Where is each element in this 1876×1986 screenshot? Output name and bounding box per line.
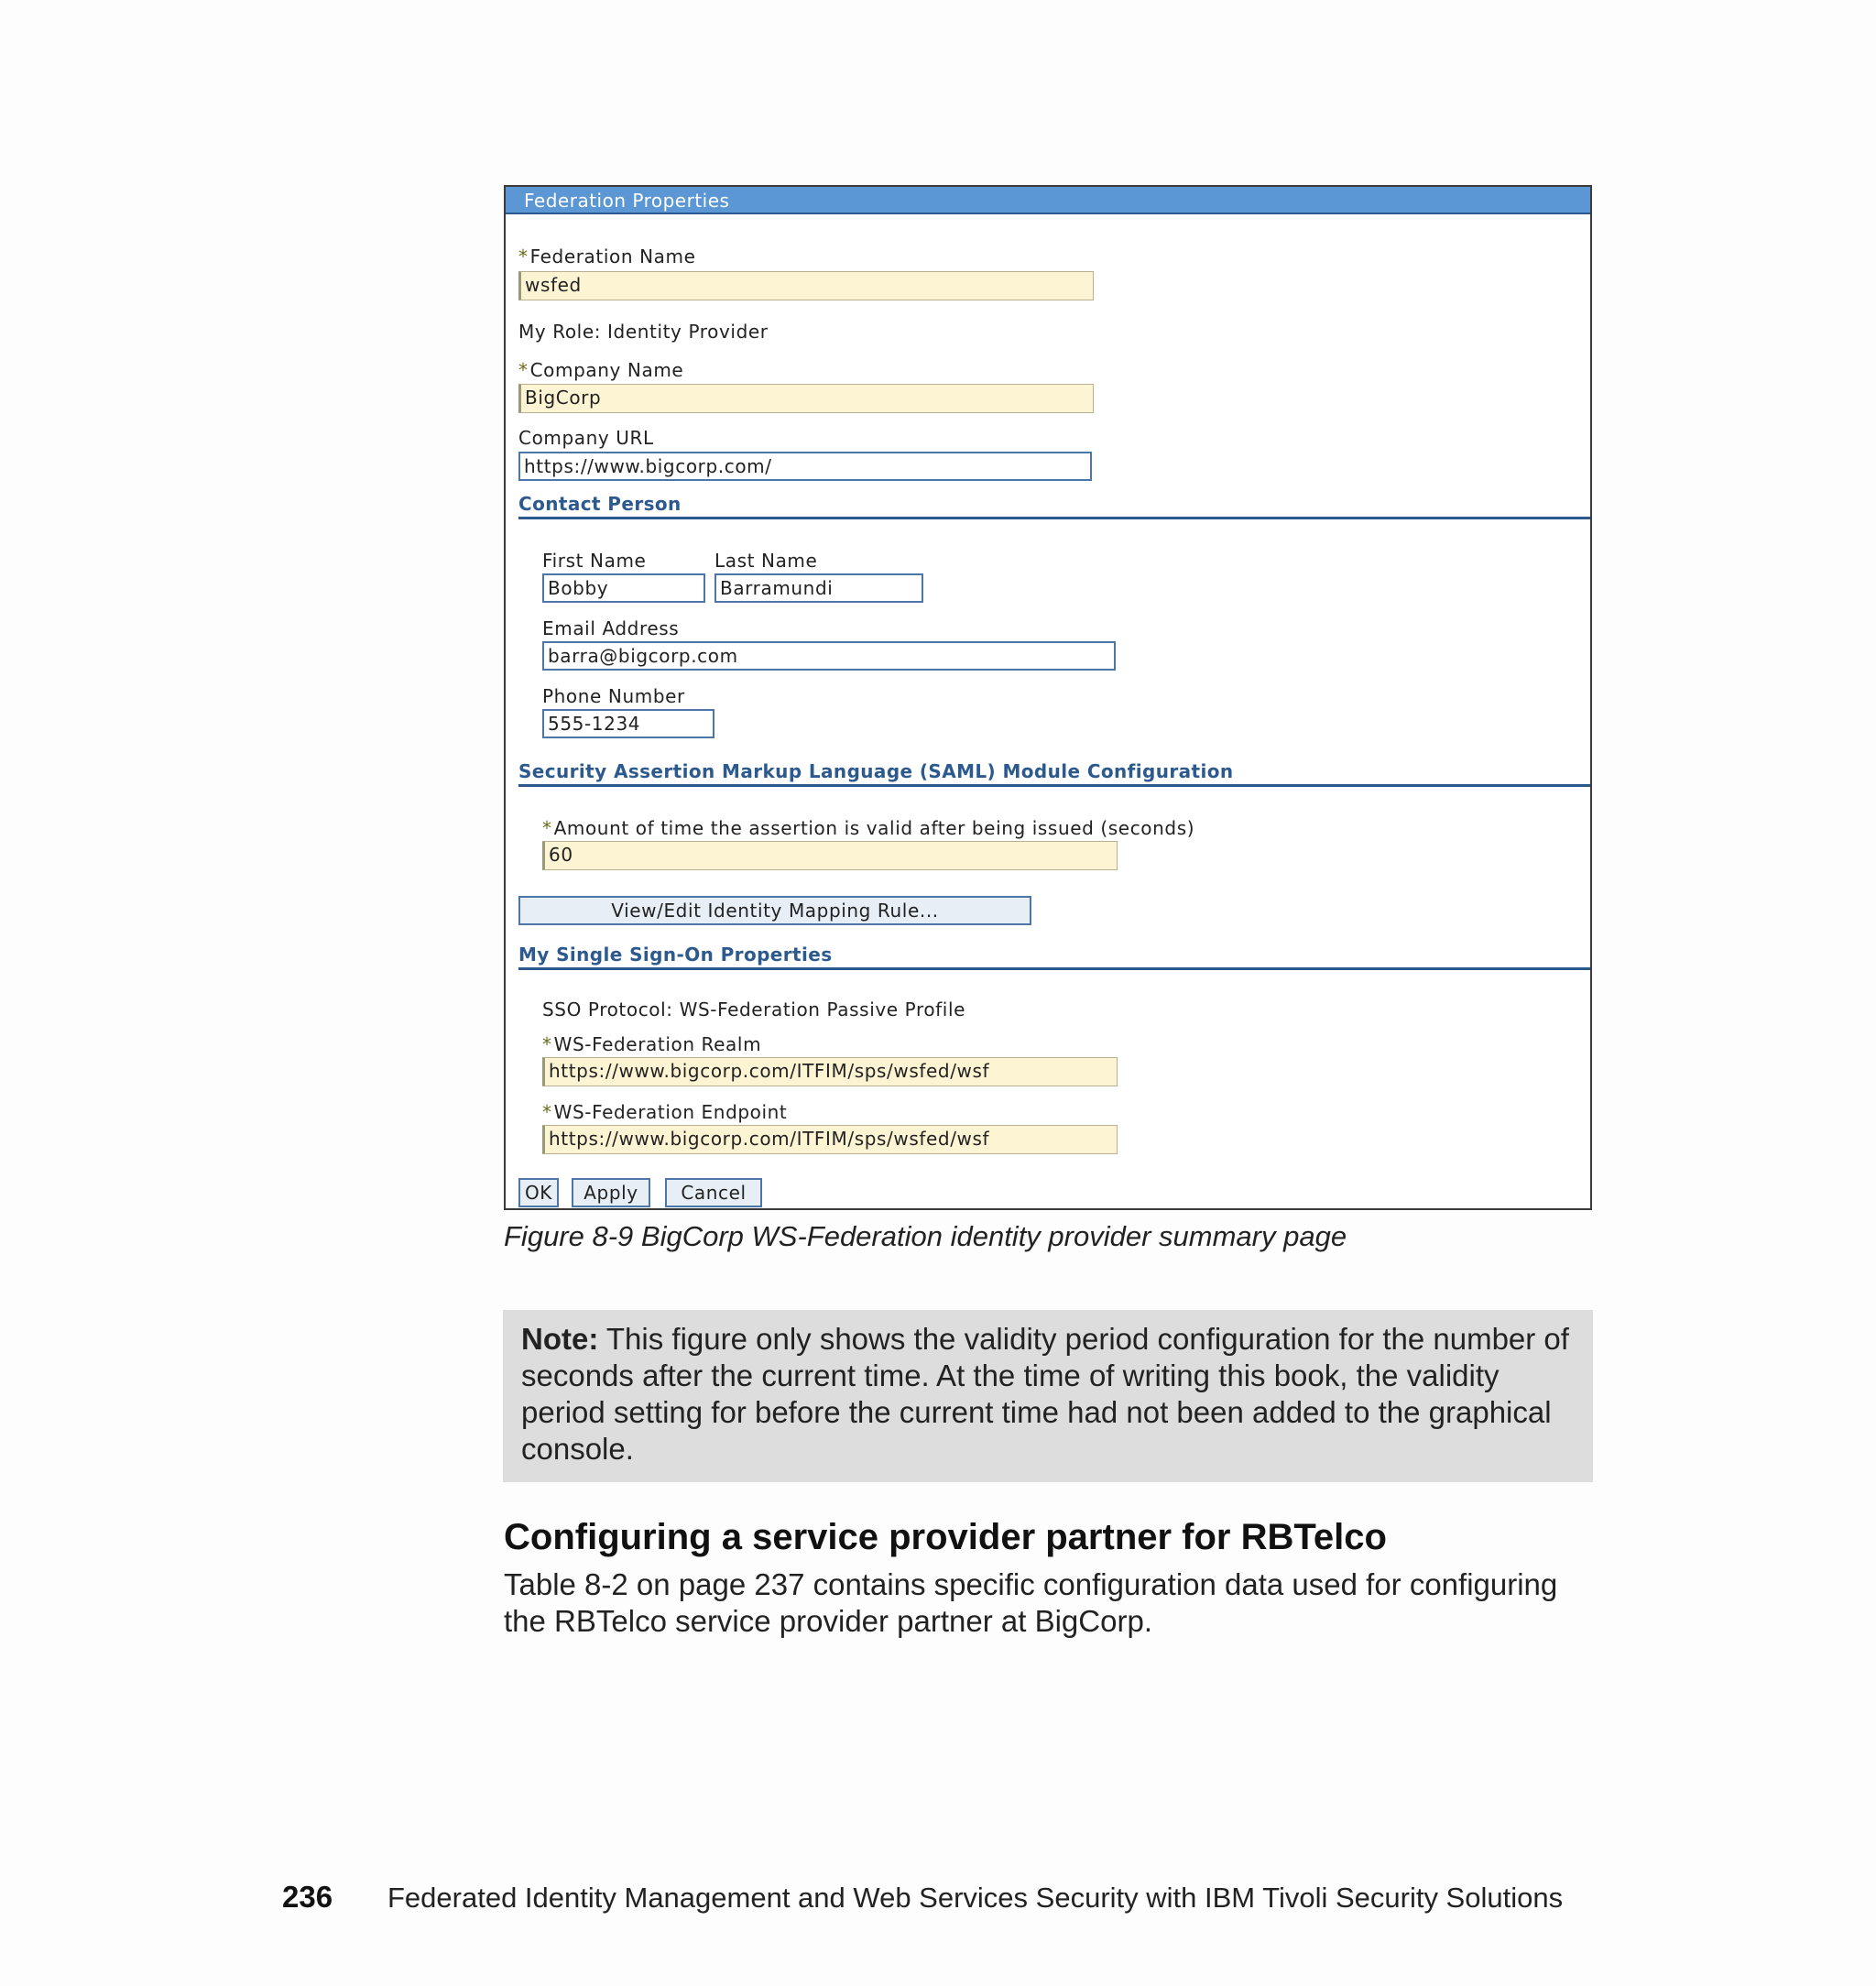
body-paragraph: Table 8-2 on page 237 contains specific configuration data used for configuring the RBTelco service provider partner at BigCorp. <box>504 1567 1558 1638</box>
required-marker-icon: * <box>542 1033 552 1055</box>
phone-input[interactable]: 555-1234 <box>542 709 714 738</box>
contact-person-section: Contact Person <box>518 495 1590 519</box>
saml-section: Security Assertion Markup Language (SAML) Module Configuration <box>518 762 1590 787</box>
assertion-validity-label: * Amount of time the assertion is valid after being issued (seconds) <box>542 817 1195 839</box>
first-name-input[interactable]: Bobby <box>542 573 705 603</box>
email-input[interactable]: barra@bigcorp.com <box>542 641 1116 671</box>
company-name-label: * Company Name <box>518 359 684 381</box>
note-text: This figure only shows the validity period configuration for the number of seconds after the current time. At the time of writing this book, the validity period setting for before the current time had not been added to the graphical console. <box>521 1322 1569 1466</box>
federation-name-label: * Federation Name <box>518 246 696 267</box>
apply-button[interactable]: Apply <box>572 1178 650 1207</box>
first-name-label: First Name <box>542 550 647 572</box>
required-marker-icon: * <box>518 359 529 381</box>
cancel-button[interactable]: Cancel <box>665 1178 762 1207</box>
federation-name-input[interactable]: wsfed <box>518 271 1094 300</box>
last-name-label: Last Name <box>714 550 818 572</box>
assertion-validity-input[interactable]: 60 <box>542 841 1118 870</box>
view-edit-mapping-rule-button[interactable]: View/Edit Identity Mapping Rule... <box>518 896 1031 925</box>
required-marker-icon: * <box>542 1101 552 1123</box>
ok-button[interactable]: OK <box>518 1178 559 1207</box>
sso-protocol-text: SSO Protocol: WS-Federation Passive Profile <box>542 998 966 1020</box>
my-role-text: My Role: Identity Provider <box>518 321 769 343</box>
ws-federation-endpoint-input[interactable]: https://www.bigcorp.com/ITFIM/sps/wsfed/wsf <box>542 1125 1118 1154</box>
company-url-label: Company URL <box>518 427 654 449</box>
required-marker-icon: * <box>542 817 552 839</box>
panel-title: Federation Properties <box>506 187 1590 214</box>
company-url-input[interactable]: https://www.bigcorp.com/ <box>518 452 1092 481</box>
note-label: Note: <box>521 1322 599 1356</box>
section-heading: Configuring a service provider partner for RBTelco <box>504 1517 1387 1557</box>
required-marker-icon: * <box>518 246 529 267</box>
ws-federation-endpoint-label: * WS-Federation Endpoint <box>542 1101 788 1123</box>
email-label: Email Address <box>542 617 680 639</box>
federation-properties-panel <box>504 185 1592 1210</box>
ws-federation-realm-input[interactable]: https://www.bigcorp.com/ITFIM/sps/wsfed/wsf <box>542 1057 1118 1086</box>
figure-caption: Figure 8-9 BigCorp WS-Federation identity provider summary page <box>504 1220 1347 1252</box>
last-name-input[interactable]: Barramundi <box>714 573 923 603</box>
ws-federation-realm-label: * WS-Federation Realm <box>542 1033 762 1055</box>
sso-properties-section: My Single Sign-On Properties <box>518 945 1590 970</box>
phone-label: Phone Number <box>542 685 685 707</box>
company-name-input[interactable]: BigCorp <box>518 384 1094 413</box>
book-title: Federated Identity Management and Web Services Security with IBM Tivoli Security Solutions <box>387 1882 1564 1914</box>
note-box <box>503 1310 1593 1482</box>
page-number: 236 <box>282 1880 333 1914</box>
